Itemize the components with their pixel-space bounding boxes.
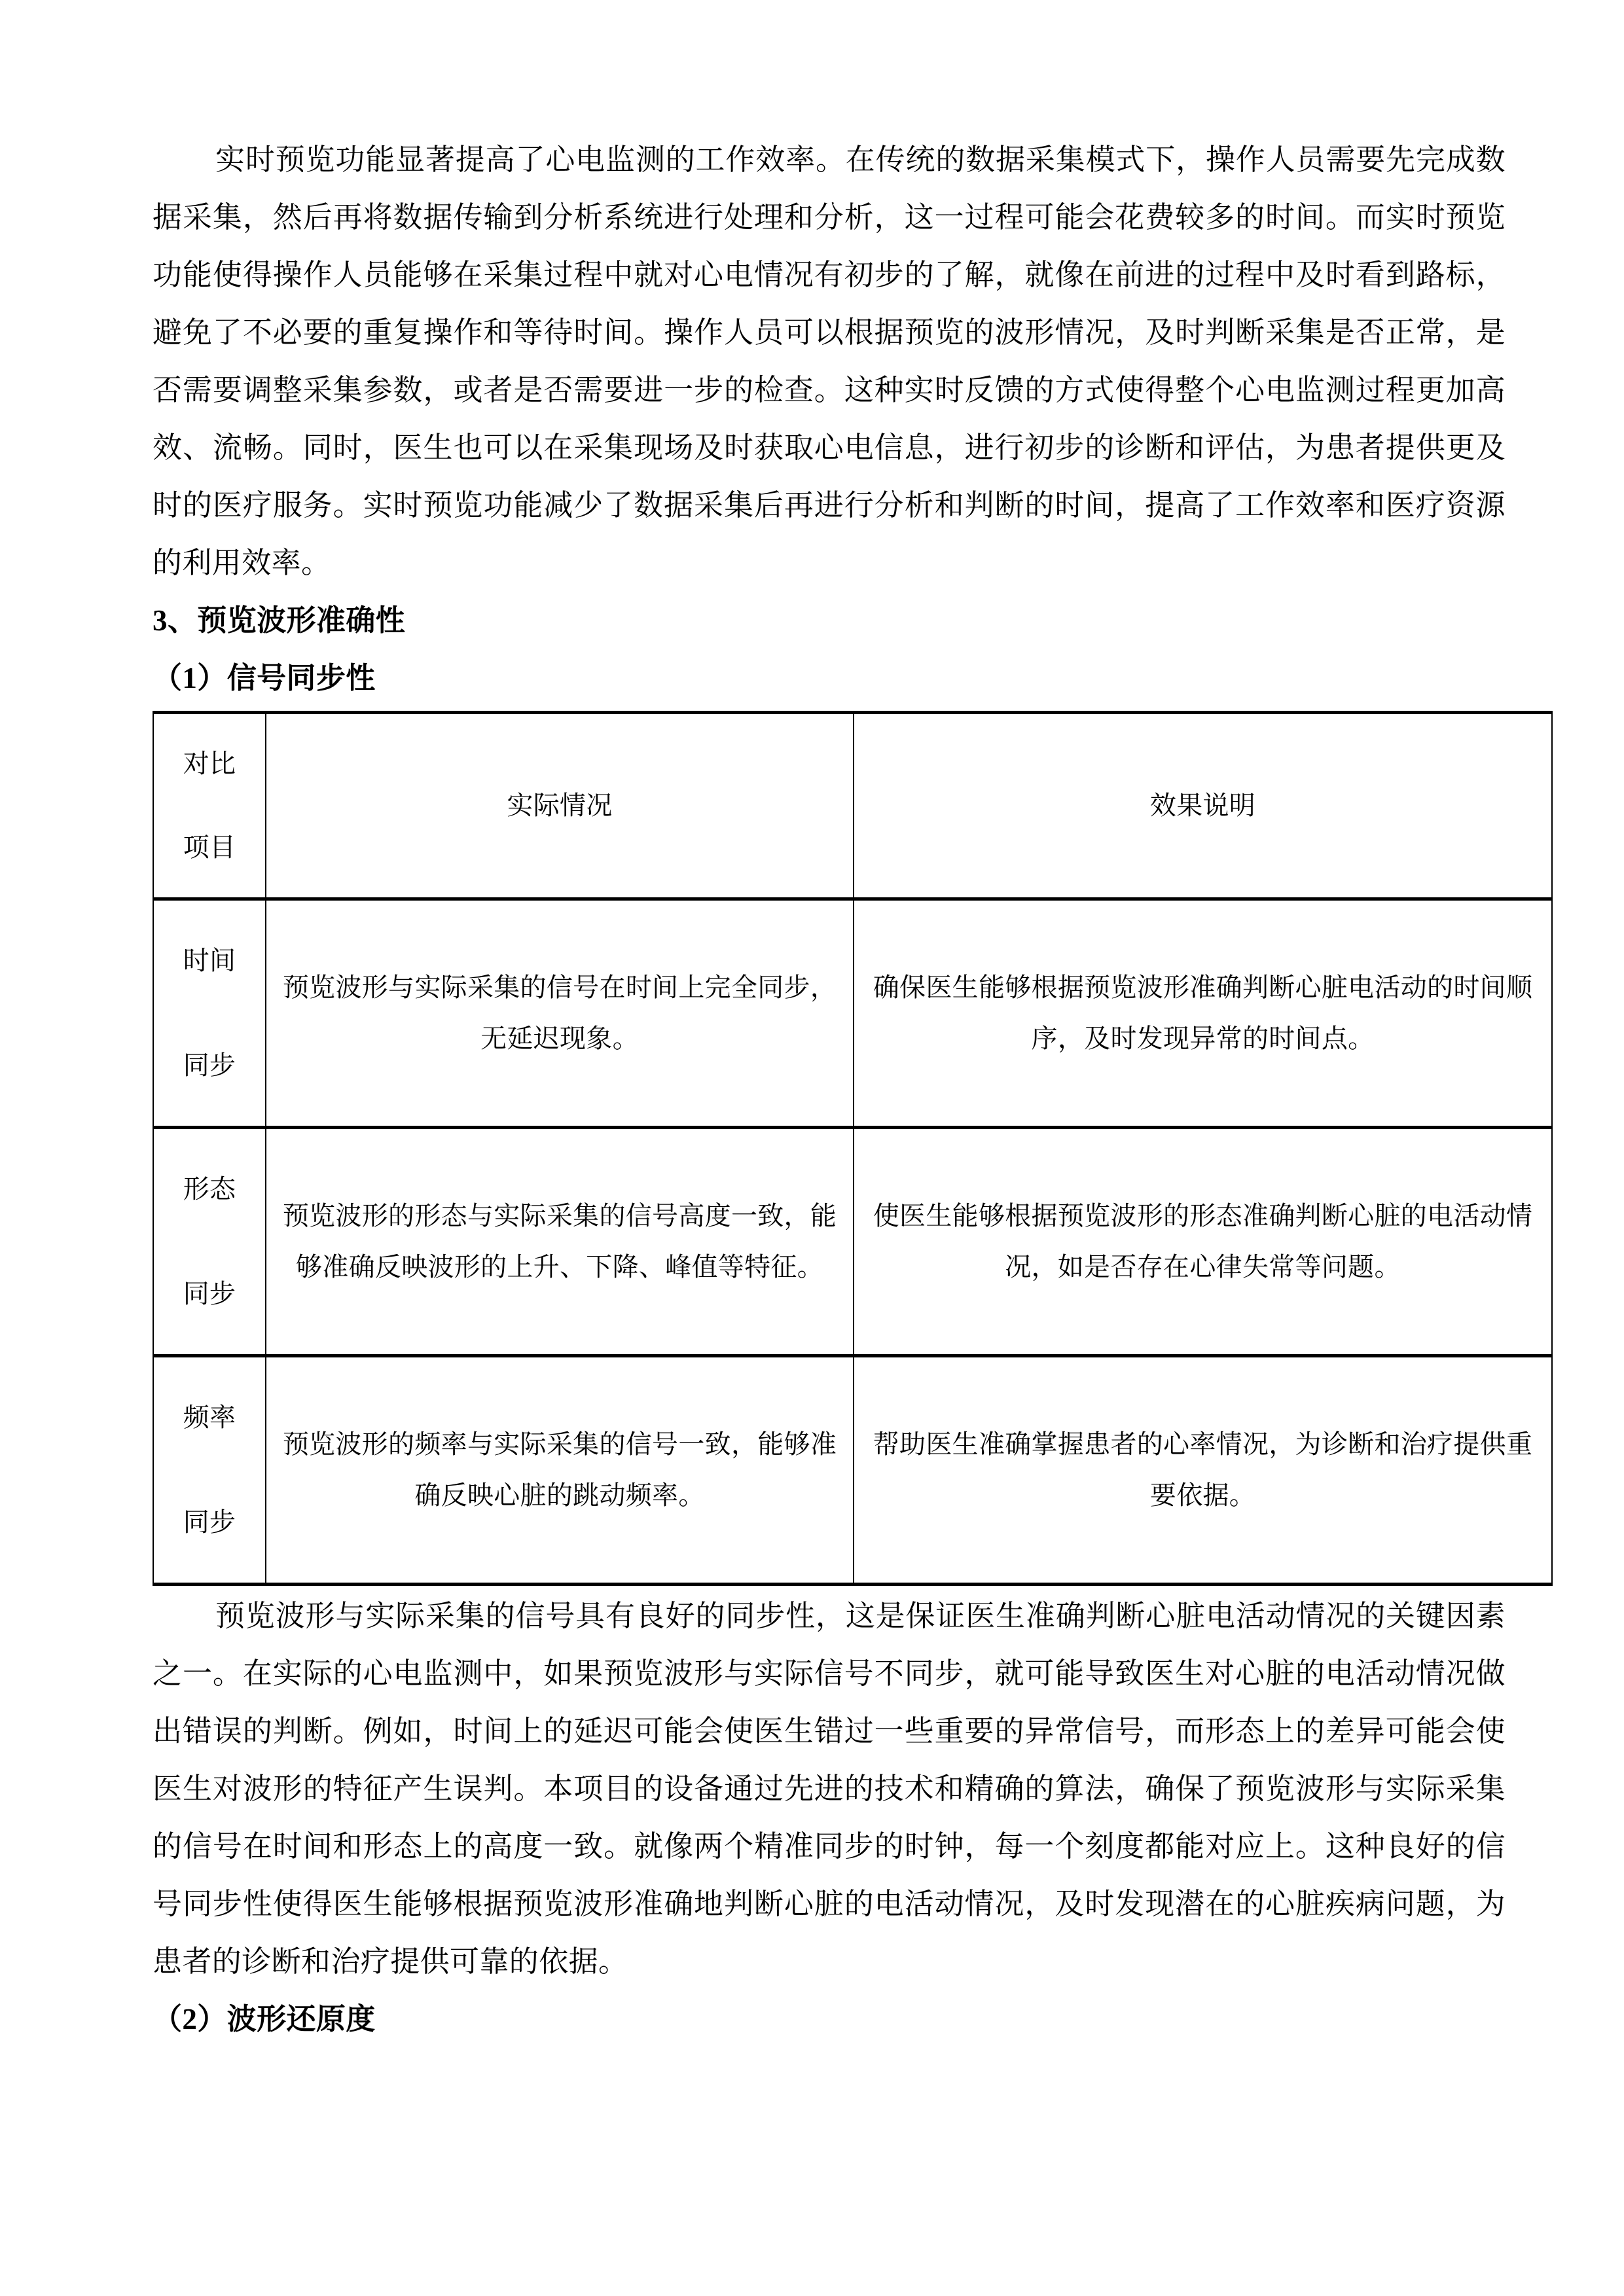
signal-sync-comparison-table: [153, 711, 1553, 1586]
table-cell-item-line2: 同步: [183, 1507, 236, 1537]
table-cell-item-line1: 形态: [183, 1174, 236, 1204]
paragraph-after-table: 预览波形与实际采集的信号具有良好的同步性，这是保证医生准确判断心脏电活动情况的关键因素之一。在实际的心电监测中，如果预览波形与实际信号不同步，就可能导致医生对心脏的电活动情况做出错误的判断。例如，时间上的延迟可能会使医生错过一些重要的异常信号，而形态上的差异可能会使医生对波形的特征产生误判。本项目的设备通过先进的技术和精确的算法，确保了预览波形与实际采集的信号在时间和形态上的高度一致。就像两个精准同步的时钟，每一个刻度都能对应上。这种良好的信号同步性使得医生能够根据预览波形准确地判断心脏的电活动情况，及时发现潜在的心脏疾病问题，为患者的诊断和治疗提供可靠的依据。: [153, 1600, 1506, 1978]
table-cell-actual: 预览波形与实际采集的信号在时间上完全同步，无延迟现象。: [266, 899, 854, 1128]
heading-sub-1: （1）信号同步性: [153, 662, 376, 694]
table-cell-item-line2: 同步: [183, 1279, 236, 1308]
table-header-item-line1: 对比: [183, 749, 236, 778]
table-cell-effect: 确保医生能够根据预览波形准确判断心脏电活动的时间顺序，及时发现异常的时间点。: [854, 899, 1552, 1128]
heading-sub-2: （2）波形还原度: [153, 2003, 376, 2036]
table-header-row: [153, 713, 1552, 899]
table-row: [153, 1128, 1552, 1356]
table-cell-item-line1: 时间: [183, 946, 236, 975]
table-cell-actual: 预览波形的形态与实际采集的信号高度一致，能够准确反映波形的上升、下降、峰值等特征。: [266, 1128, 854, 1356]
table-header-cell-actual: 实际情况: [266, 713, 854, 899]
table-cell-effect: 帮助医生准确掌握患者的心率情况，为诊断和治疗提供重要依据。: [854, 1356, 1552, 1585]
table-header-item-line2: 项目: [183, 833, 236, 862]
table-header-cell-effect: 效果说明: [854, 713, 1552, 899]
table-cell-item: [153, 1356, 266, 1585]
table-cell-item-line1: 频率: [183, 1403, 236, 1432]
table-header-cell-item: [153, 713, 266, 899]
table-row: [153, 1356, 1552, 1585]
table-cell-item: [153, 1128, 266, 1356]
heading-section-3: 3、预览波形准确性: [153, 604, 406, 637]
table-cell-effect: 使医生能够根据预览波形的形态准确判断心脏的电活动情况，如是否存在心律失常等问题。: [854, 1128, 1552, 1356]
table-row: [153, 899, 1552, 1128]
table-cell-item: [153, 899, 266, 1128]
paragraph-intro: 实时预览功能显著提高了心电监测的工作效率。在传统的数据采集模式下，操作人员需要先完成数据采集，然后再将数据传输到分析系统进行处理和分析，这一过程可能会花费较多的时间。而实时预览功能使得操作人员能够在采集过程中就对心电情况有初步的了解，就像在前进的过程中及时看到路标，避免了不必要的重复操作和等待时间。操作人员可以根据预览的波形情况，及时判断采集是否正常，是否需要调整采集参数，或者是否需要进一步的检查。这种实时反馈的方式使得整个心电监测过程更加高效、流畅。同时，医生也可以在采集现场及时获取心电信息，进行初步的诊断和评估，为患者提供更及时的医疗服务。实时预览功能减少了数据采集后再进行分析和判断的时间，提高了工作效率和医疗资源的利用效率。: [153, 143, 1506, 579]
table-cell-actual: 预览波形的频率与实际采集的信号一致，能够准确反映心脏的跳动频率。: [266, 1356, 854, 1585]
table-cell-item-line2: 同步: [183, 1050, 236, 1080]
